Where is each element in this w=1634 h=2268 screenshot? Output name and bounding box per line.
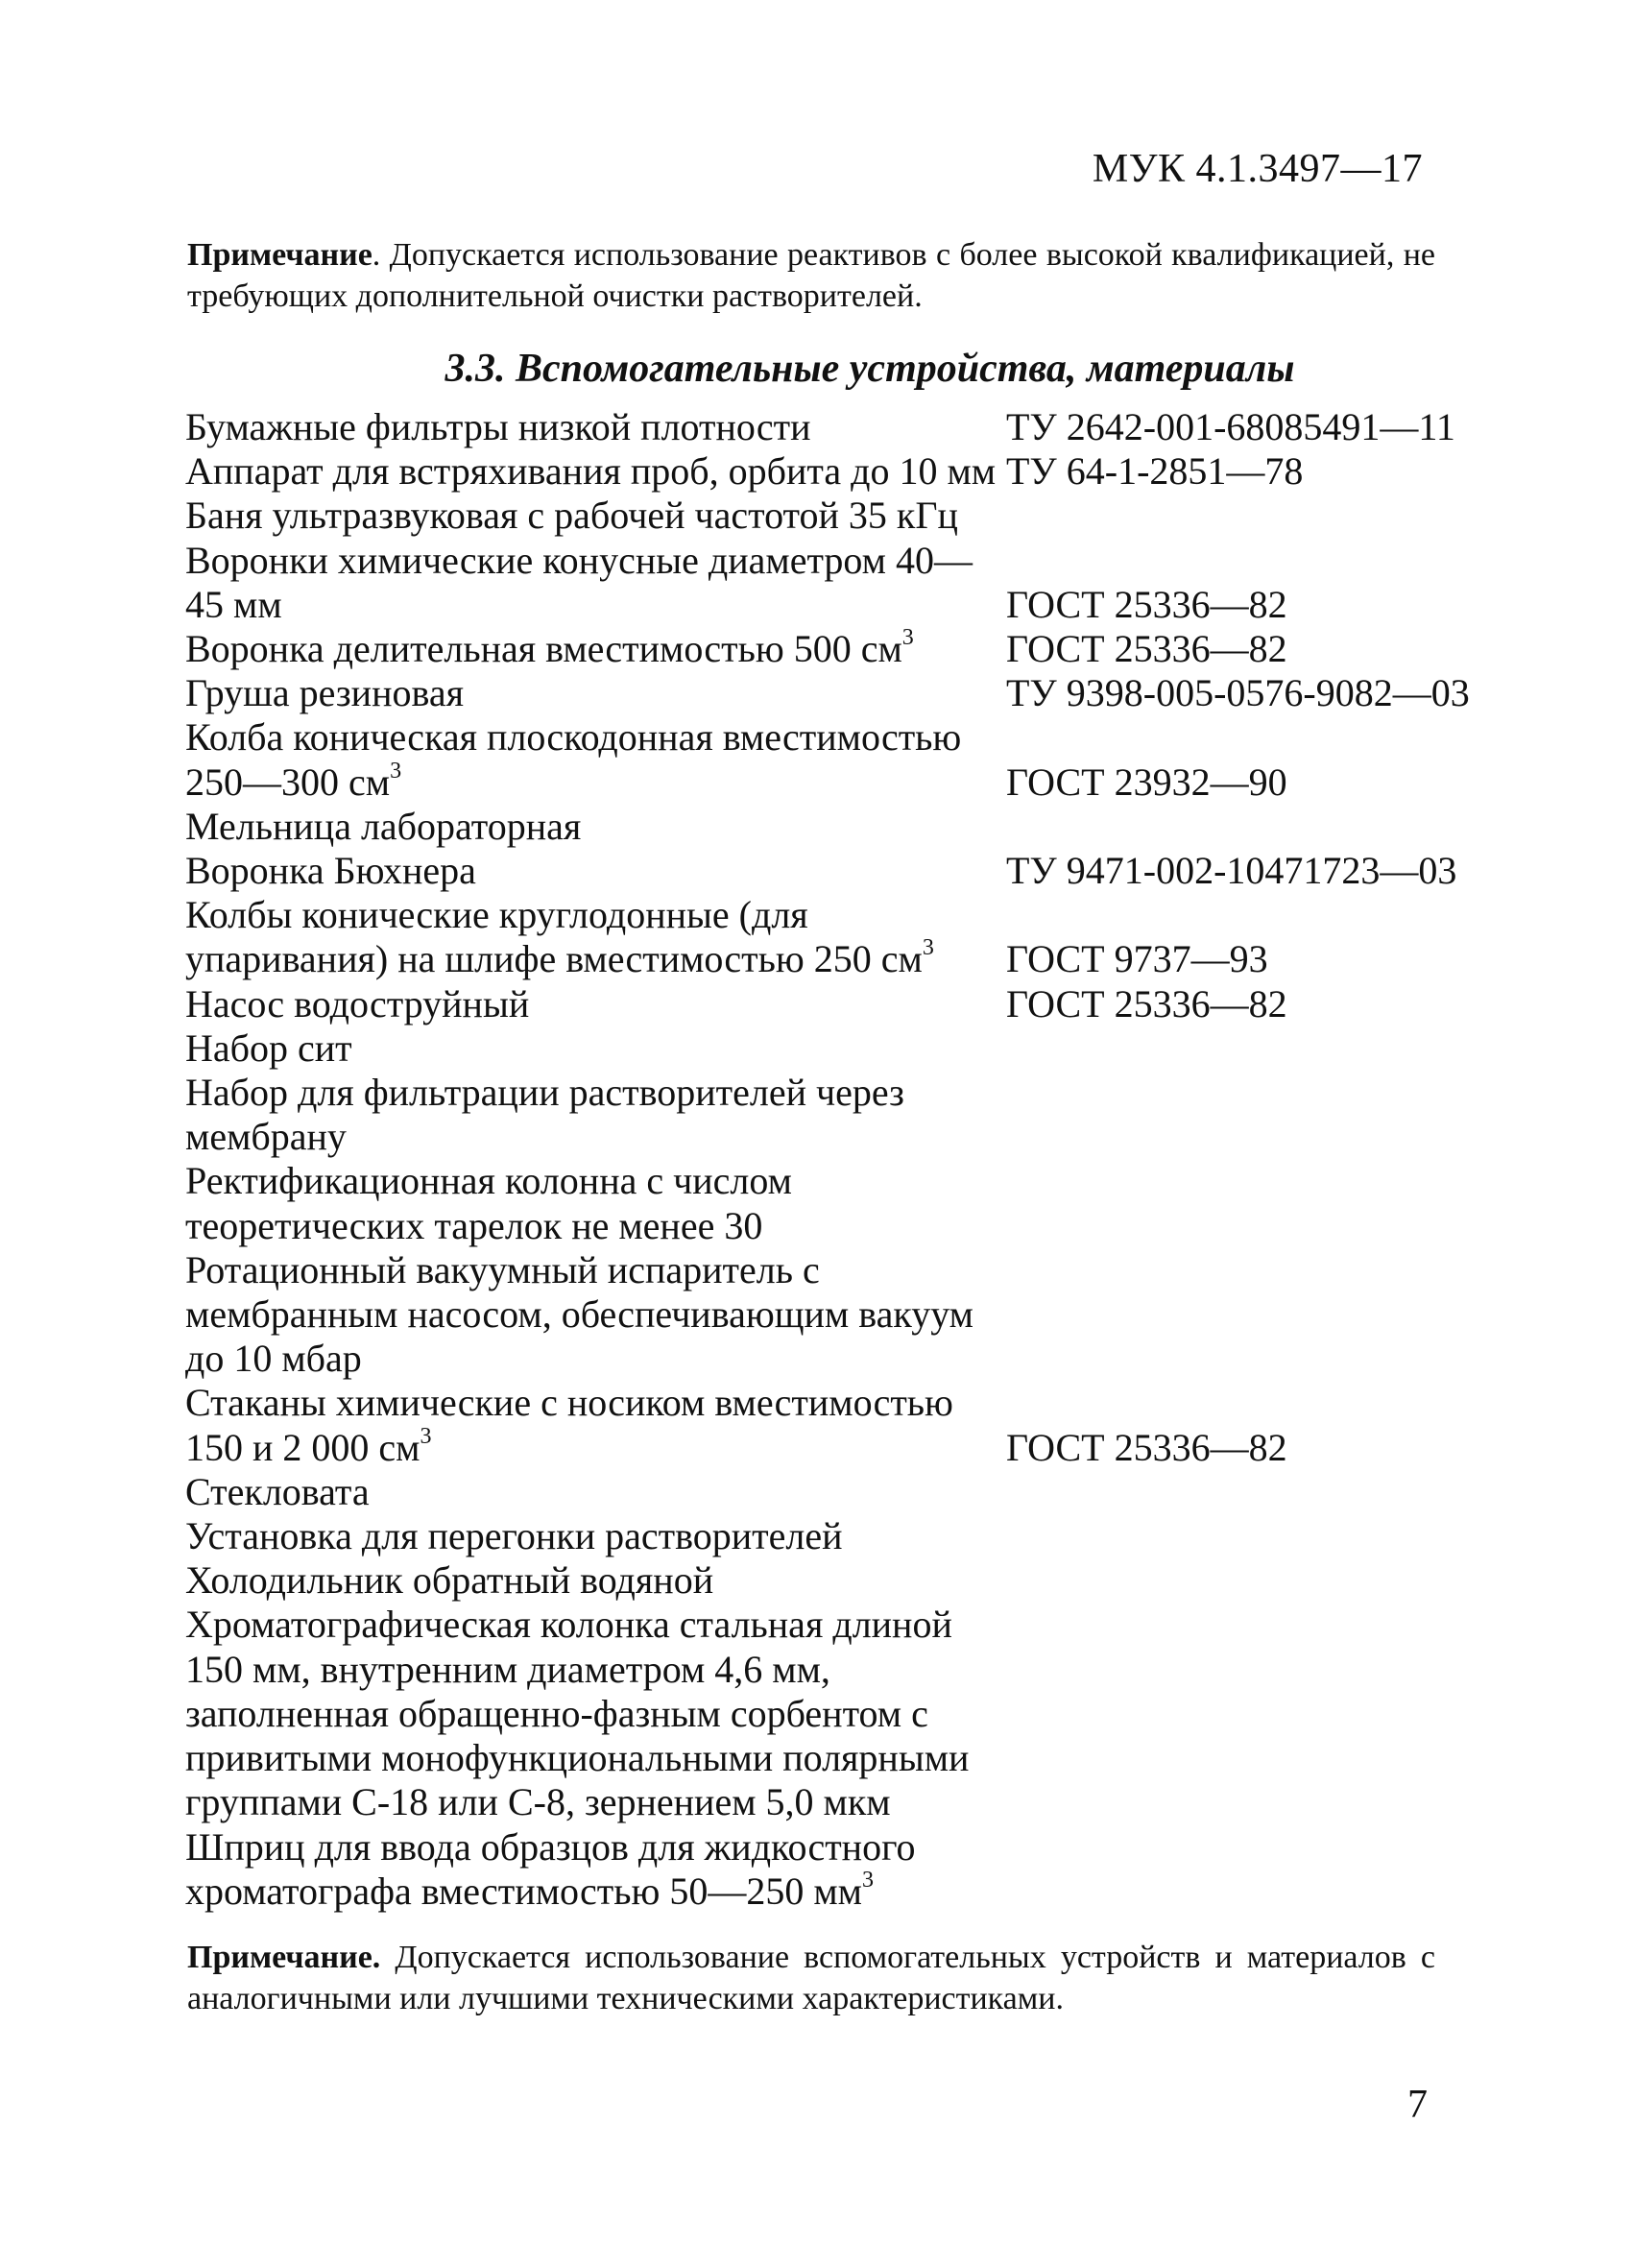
list-item (185, 1514, 1549, 1558)
item-name: Набор сит (185, 1025, 352, 1070)
list-item (185, 494, 1549, 538)
item-name: Колбы конические круглодонные (для упаривания) на шлифе вместимостью 250 $см^3$ (185, 893, 934, 981)
item-name: Ротационный вакуумный испаритель с мембранным насосом, обеспечивающим вакуум до 10 мбар (185, 1247, 973, 1381)
note-bottom-text: Допускается использование вспомогательных устройств и материалов с аналогичными или лучшими техническими характеристиками. (187, 1940, 1435, 2016)
list-item (185, 893, 1549, 981)
document-code: МУК 4.1.3497—17 (1092, 147, 1423, 191)
list-item (185, 1159, 1549, 1247)
item-name: Хроматографическая колонка стальная длиной 150 мм, внутренним диаметром 4,6 мм, заполненная обращенно-фазным сорбентом с привитыми монофункциональными полярными группами С-18 или С-8, зернением 5,0 мкм (185, 1603, 970, 1824)
item-name: Насос водоструйный (185, 981, 530, 1025)
list-item (185, 1026, 1549, 1071)
item-name: Набор для фильтрации растворителей через мембрану (185, 1071, 904, 1159)
item-ref: ТУ 9471-002-10471723—03 (1006, 849, 1457, 893)
item-ref: ГОСТ 25336—82 (1006, 981, 1287, 1025)
item-name: Колба коническая плоскодонная вместимостью 250—300 $см^3$ (185, 715, 962, 804)
item-name: Груша резиновая (185, 671, 464, 715)
item-ref: ТУ 2642-001-68085491—11 (1006, 405, 1455, 448)
list-item (185, 1603, 1549, 1824)
note-top (187, 235, 1435, 317)
list-item (185, 1825, 1549, 1914)
item-name: Баня ультразвуковая с рабочей частотой 35 кГц (185, 494, 958, 538)
page-number: 7 (1407, 2083, 1428, 2127)
item-ref: ТУ 9398-005-0576-9082—03 (1006, 671, 1470, 715)
list-item (185, 805, 1549, 849)
list-item (185, 1381, 1549, 1469)
note-bottom-label: Примечание. (187, 1940, 381, 1975)
item-name: Стекловата (185, 1469, 370, 1513)
item-ref: ТУ 64-1-2851—78 (1006, 449, 1304, 494)
list-item (185, 849, 1549, 893)
item-name: Воронка Бюхнера (185, 849, 476, 893)
list-item (185, 539, 1549, 627)
item-name: Шприц для ввода образцов для жидкостного хроматографа вместимостью 50—250 $мм^3$ (185, 1824, 916, 1913)
note-top-text: . Допускается использование реактивов с более высокой квалификацией, не требующих дополнительной очистки растворителей. (187, 237, 1435, 314)
item-ref: ГОСТ 25336—82 (1006, 582, 1287, 626)
list-item (185, 982, 1549, 1026)
item-ref: ГОСТ 25336—82 (1006, 627, 1287, 671)
list-item (185, 1071, 1549, 1159)
equipment-list (185, 405, 1549, 1914)
item-name: Аппарат для встряхивания проб, орбита до 10 мм (185, 449, 997, 494)
list-item (185, 405, 1549, 449)
item-name: Стаканы химические с носиком вместимостью 150 и 2 000 $см^3$ (185, 1381, 953, 1469)
item-ref: ГОСТ 23932—90 (1006, 760, 1287, 804)
item-name: Установка для перегонки растворителей (185, 1514, 843, 1558)
list-item (185, 1558, 1549, 1603)
item-name: Бумажные фильтры низкой плотности (185, 405, 811, 448)
list-item (185, 1470, 1549, 1514)
item-ref: ГОСТ 25336—82 (1006, 1425, 1287, 1469)
note-top-label: Примечание (187, 237, 372, 273)
list-item (185, 1248, 1549, 1382)
item-name: Холодильник обратный водяной (185, 1558, 714, 1603)
item-name: Воронка делительная вместимостью 500 $см^3$ (185, 625, 914, 671)
list-item (185, 627, 1549, 671)
note-bottom (187, 1938, 1435, 2019)
list-item (185, 449, 1549, 494)
list-item (185, 715, 1549, 804)
section-title: 3.3. Вспомогательные устройства, материалы (445, 347, 1295, 391)
item-name: Воронки химические конусные диаметром 40—45 мм (185, 538, 973, 626)
item-name: Мельница лабораторная (185, 804, 582, 848)
item-name: Ректификационная колонна с числом теоретических тарелок не менее 30 (185, 1159, 792, 1247)
item-ref: ГОСТ 9737—93 (1006, 937, 1268, 981)
list-item (185, 671, 1549, 715)
